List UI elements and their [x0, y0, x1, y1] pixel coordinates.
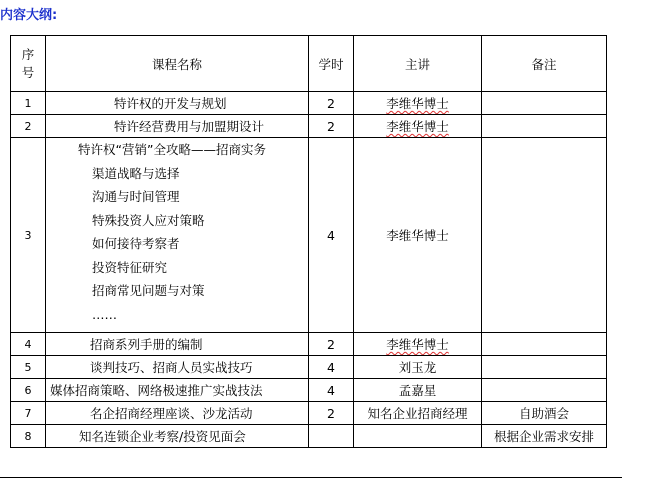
row-note: 根据企业需求安排	[482, 425, 607, 448]
row-hours: 2	[309, 115, 354, 138]
row-hours: 4	[309, 356, 354, 379]
row-no: 4	[11, 333, 46, 356]
table-row	[11, 92, 607, 115]
row-note	[482, 115, 607, 138]
row-course: 名企招商经理座谈、沙龙活动	[46, 402, 309, 425]
course-line: 特殊投资人应对策略	[92, 212, 205, 228]
course-line: 招商常见问题与对策	[92, 283, 205, 298]
row-no: 2	[11, 115, 46, 138]
course-line: 特许权“营销”全攻略——招商实务	[78, 142, 266, 157]
row-lecturer: 知名企业招商经理	[354, 402, 482, 425]
row-course: 招商系列手册的编制	[46, 333, 309, 356]
row-no: 7	[11, 402, 46, 425]
row-note	[482, 379, 607, 402]
row-note: 自助酒会	[482, 402, 607, 425]
row-no: 3	[11, 138, 46, 333]
row-note	[482, 138, 607, 333]
row-note	[482, 92, 607, 115]
row-no: 8	[11, 425, 46, 448]
course-line: 沟通与时间管理	[92, 189, 180, 204]
row-course: 知名连锁企业考察/投资见面会	[46, 425, 309, 448]
row-course: 特许经营费用与加盟期设计	[46, 115, 309, 138]
row-hours: 4	[309, 138, 354, 333]
col-header-note: 备注	[482, 36, 607, 92]
col-header-hours: 学时	[309, 36, 354, 92]
row-lecturer: 刘玉龙	[354, 356, 482, 379]
row-course-multiline	[46, 138, 309, 333]
col-header-no: 序 号	[11, 36, 46, 92]
row-hours	[309, 425, 354, 448]
row-hours: 4	[309, 379, 354, 402]
table-row	[11, 402, 607, 425]
table-row	[11, 115, 607, 138]
row-course: 谈判技巧、招商人员实战技巧	[46, 356, 309, 379]
row-hours: 2	[309, 92, 354, 115]
col-header-course: 课程名称	[46, 36, 309, 92]
row-note	[482, 333, 607, 356]
row-lecturer: 李维华博士	[354, 92, 482, 115]
course-line: 如何接待考察者	[92, 236, 180, 251]
row-no: 6	[11, 379, 46, 402]
table-header-row	[11, 36, 607, 92]
row-note	[482, 356, 607, 379]
course-line: 渠道战略与选择	[92, 165, 180, 181]
row-no: 5	[11, 356, 46, 379]
row-lecturer: 李维华博士	[354, 115, 482, 138]
section-heading: 内容大纲:	[0, 8, 58, 23]
footer-divider	[0, 477, 622, 478]
row-lecturer	[354, 425, 482, 448]
course-outline-table	[10, 35, 607, 448]
row-course: 特许权的开发与规划	[46, 92, 309, 115]
row-no: 1	[11, 92, 46, 115]
table-row	[11, 333, 607, 356]
row-lecturer: 李维华博士	[354, 138, 482, 333]
course-line: ……	[92, 306, 117, 322]
row-course: 媒体招商策略、网络极速推广实战技法	[46, 379, 309, 402]
table-row	[11, 138, 607, 333]
row-hours: 2	[309, 333, 354, 356]
row-lecturer: 李维华博士	[354, 333, 482, 356]
table-row	[11, 356, 607, 379]
course-line: 投资特征研究	[92, 259, 168, 275]
row-hours: 2	[309, 402, 354, 425]
table-row	[11, 379, 607, 402]
table-row	[11, 425, 607, 448]
row-lecturer: 孟嘉星	[354, 379, 482, 402]
col-header-lecturer: 主讲	[354, 36, 482, 92]
